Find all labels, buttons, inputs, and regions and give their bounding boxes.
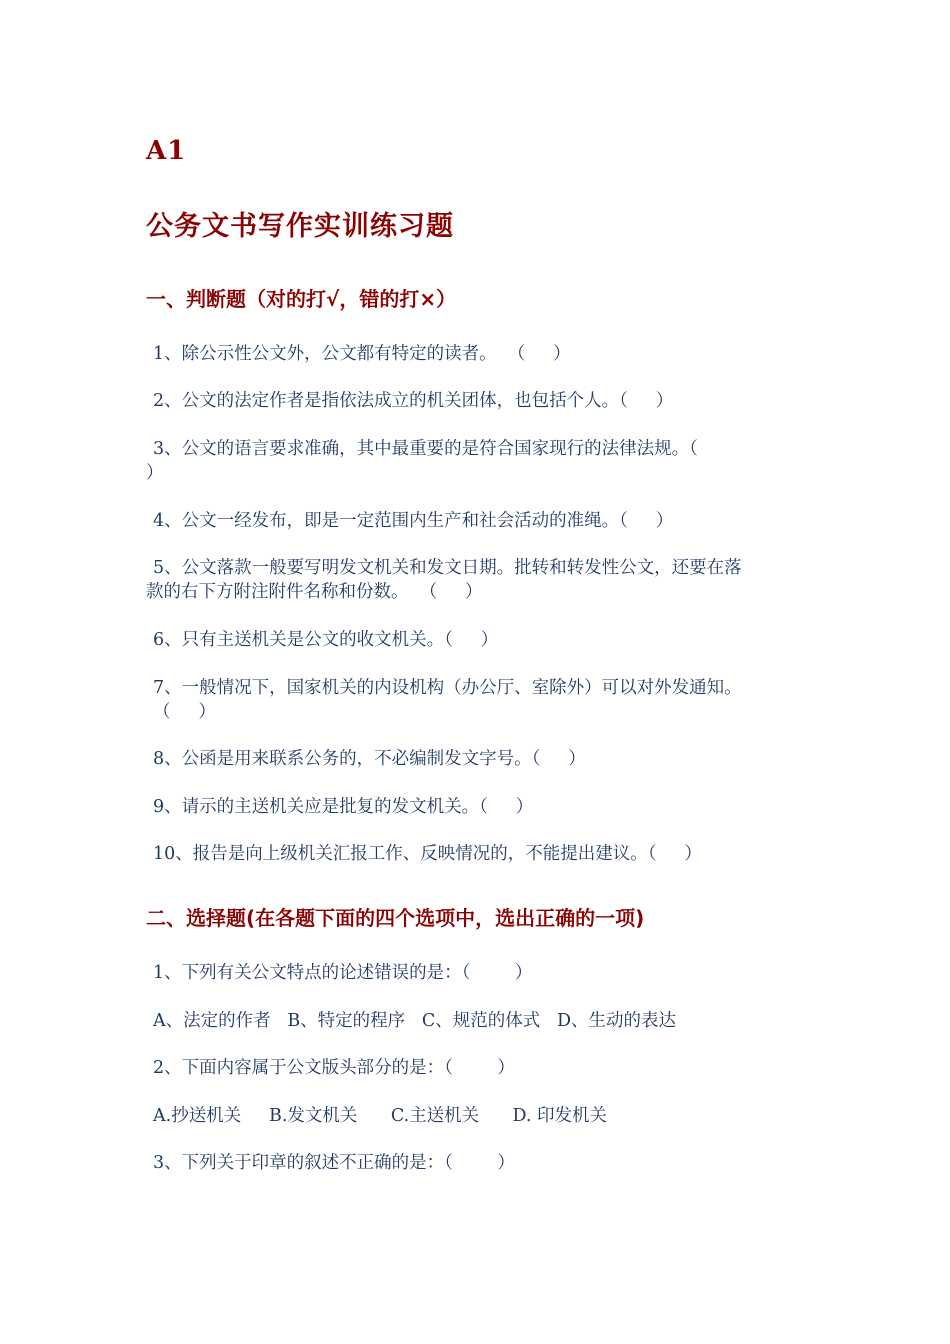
document-code: A1 [146,136,187,166]
question-line: 6、只有主送机关是公文的收文机关。（ ） [153,630,499,650]
question-line: 8、公函是用来联系公务的，不必编制发文字号。（ ） [153,749,586,769]
question-line-continued: 款的右下方附注附件名称和份数。 （ ） [146,582,483,602]
document-title: 公务文书写作实训练习题 [146,211,454,242]
question-line: 1、下列有关公文特点的论述错误的是：（ ） [153,963,533,983]
question-line: 2、公文的法定作者是指依法成立的机关团体，也包括个人。（ ） [153,391,674,411]
question-line: 3、公文的语言要求准确，其中最重要的是符合国家现行的法律法规。（ [153,439,698,459]
choice-options-line: A、法定的作者 B、特定的程序 C、规范的体式 D、生动的表达 [153,1011,676,1031]
section-heading-true-false: 一、判断题（对的打√，错的打×） [146,287,457,311]
question-line: 5、公文落款一般要写明发文机关和发文日期。批转和转发性公文，还要在落 [153,558,742,578]
question-line: 3、下列关于印章的叙述不正确的是：（ ） [153,1153,515,1173]
question-line: 10、报告是向上级机关汇报工作、反映情况的，不能提出建议。（ ） [153,844,702,864]
question-line-continued: （ ） [153,702,216,722]
question-line: 2、下面内容属于公文版头部分的是：（ ） [153,1058,515,1078]
question-line-continued: ） [146,463,164,483]
question-line: 9、请示的主送机关应是批复的发文机关。（ ） [153,797,534,817]
choice-options-line: A.抄送机关 B.发文机关 C.主送机关 D. 印发机关 [153,1106,608,1126]
question-line: 7、一般情况下，国家机关的内设机构（办公厅、室除外）可以对外发通知。 [153,678,742,698]
question-line: 1、除公示性公文外，公文都有特定的读者。 （ ） [153,344,571,364]
section-heading-multiple-choice: 二、选择题(在各题下面的四个选项中，选出正确的一项) [146,906,645,930]
question-line: 4、公文一经发布，即是一定范围内生产和社会活动的准绳。（ ） [153,511,674,531]
